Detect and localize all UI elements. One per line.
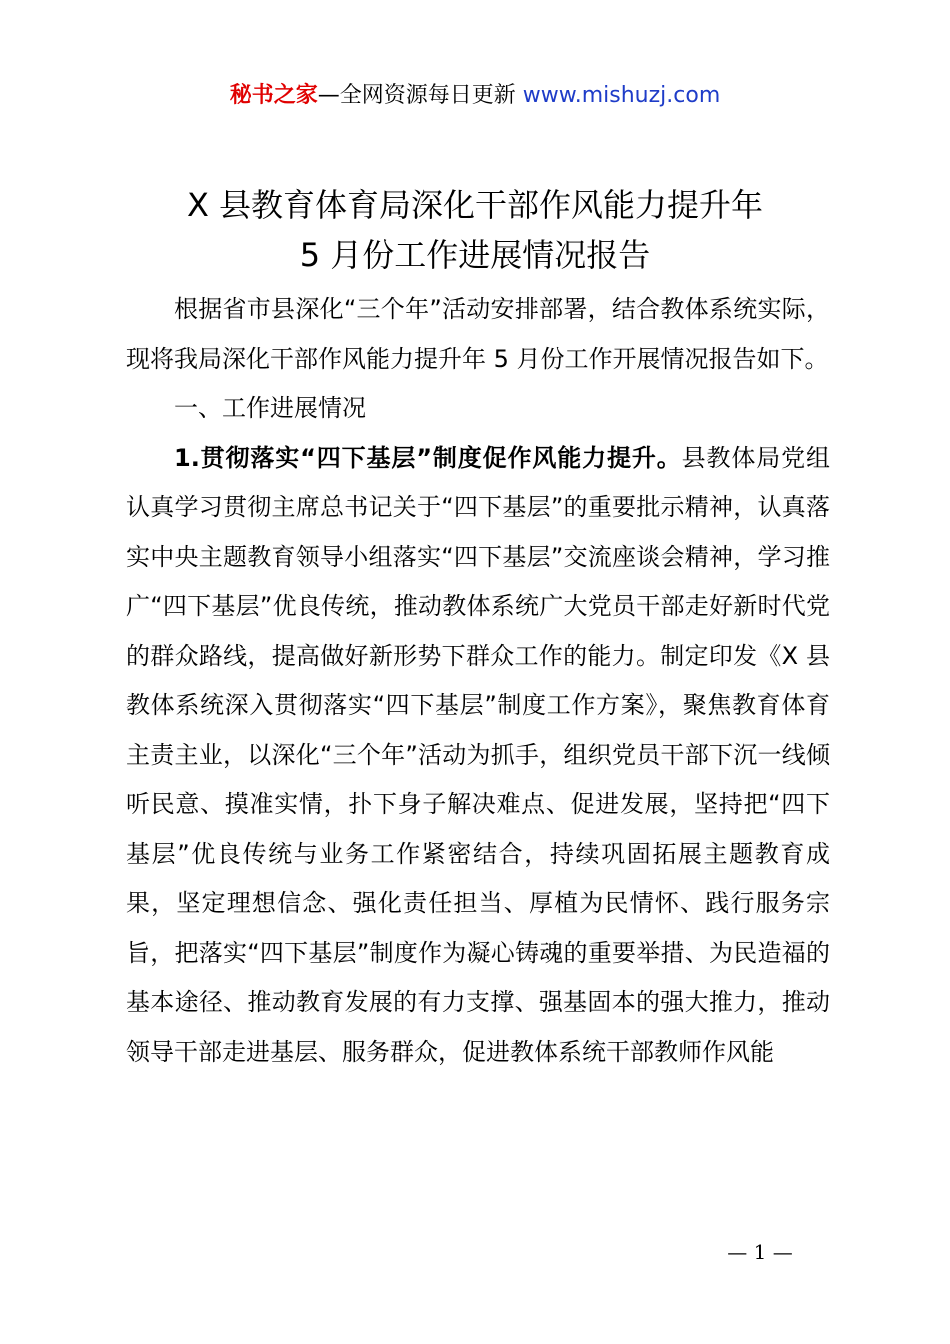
document-title-line-1: X 县教育体育局深化干部作风能力提升年 (186, 186, 764, 224)
header-tagline: —全网资源每日更新 (317, 83, 516, 108)
document-title-line-2: 5 月份工作进展情况报告 (299, 236, 651, 274)
brand-name: 秘书之家 (229, 83, 318, 108)
item-text: 县教体局党组认真学习贯彻主席总书记关于“四下基层”的重要批示精神，认真落实中央主题教育领导小组落实“四下基层”交流座谈会精神，学习推广“四下基层”优良传统，推动教体系统广大党员干部走好新时代党的群众路线，提高做好新形势下群众工作的能力。制定印发《X 县教体系统深入贯彻落实“四下基层”制度工作方案》，聚焦教育体育主责主业，以深化“三个年”活动为抓手，组织党员干部下沉一线倾听民意、摸准实情，扑下身子解决难点、促进发展，坚持把“四下基层”优良传统与业务工作紧密结合，持续巩固拓展主题教育成果，坚定理想信念、强化责任担当、厚植为民情怀、践行服务宗旨，把落实“四下基层”制度作为凝心铸魂的重要举措、为民造福的基本途径、推动教育发展的有力支撑、强基固本的强大推力，推动领导干部走进基层、服务群众，促进教体系统干部教师作风能 (126, 443, 830, 1066)
item-paragraph (126, 434, 830, 1078)
item-title: 1.贯彻落实“四下基层”制度促作风能力提升。 (174, 443, 682, 472)
intro-paragraph: 根据省市县深化“三个年”活动安排部署，结合教体系统实际，现将我局深化干部作风能力提升年 5 月份工作开展情况报告如下。 (126, 295, 830, 373)
section-heading: 一、工作进展情况 (174, 394, 366, 422)
site-header (0, 80, 950, 112)
page-number: — 1 — (727, 1240, 793, 1264)
site-url-link[interactable]: www.mishuzj.com (522, 83, 721, 108)
document-body (126, 285, 830, 1077)
